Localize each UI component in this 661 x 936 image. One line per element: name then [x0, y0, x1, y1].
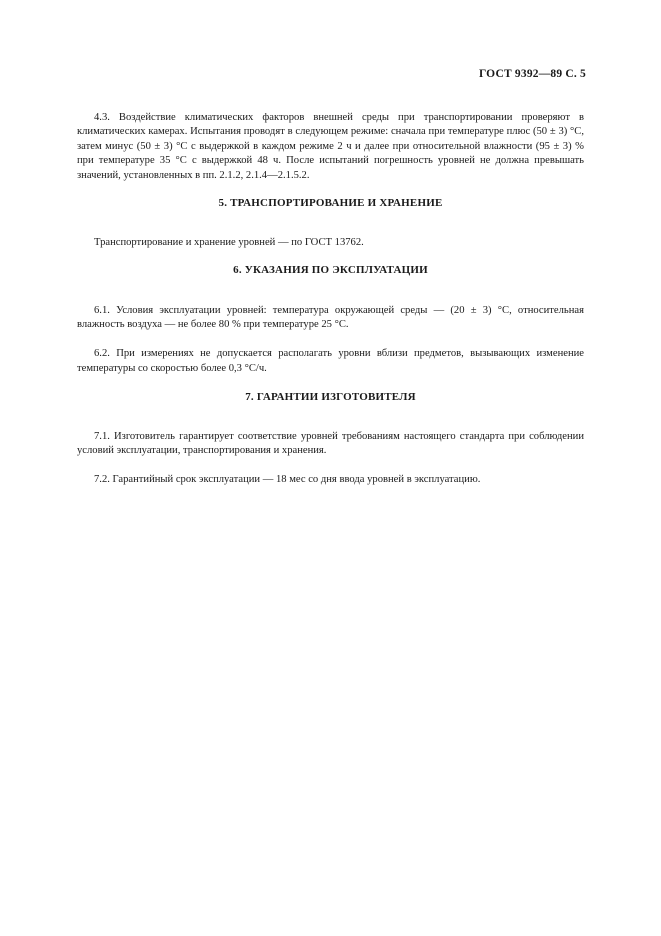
document-body	[77, 96, 584, 488]
paragraph-7-2	[77, 459, 584, 488]
page-header-reference: ГОСТ 9392—89 С. 5	[478, 68, 586, 80]
section-heading-7: 7. ГАРАНТИИ ИЗГОТОВИТЕЛЯ	[245, 390, 416, 403]
paragraph-7-2-text: 7.2. Гарантийный срок эксплуатации — 18 мес со дня ввода уровней в эксплуатацию.	[94, 474, 481, 486]
paragraph-4-3	[77, 96, 584, 184]
paragraph-5-text: Транспортирование и хранение уровней — по ГОСТ 13762.	[94, 236, 364, 248]
section-heading-6: 6. УКАЗАНИЯ ПО ЭКСПЛУАТАЦИИ	[233, 264, 428, 277]
paragraph-7-1-text: 7.1. Изготовитель гарантирует соответствие уровней требованиям настоящего стандарта при соблюдении условий эксплуатации, транспортирования и хранения.	[77, 430, 584, 457]
section-heading-5: 5. ТРАНСПОРТИРОВАНИЕ И ХРАНЕНИЕ	[218, 196, 443, 209]
paragraph-6-2	[77, 333, 584, 377]
paragraph-4-3-text: 4.3. Воздействие климатических факторов внешней среды при транспортировании проверяют в климатических камерах. Испытания проводят в следующем режиме: сначала при температуре плюс (50 ± 3) °С, затем минус (50 ± 3) °С с выдержкой в каждом режиме 2 ч и далее при относительной влажности (95 ± 3) % при температуре 35 °С с выдержкой 48 ч. После испытаний погрешность уровней не должна превышать значений, установленных в пп. 2.1.2, 2.1.4—2.1.5.2.	[77, 111, 584, 181]
paragraph-6-1-text: 6.1. Условия эксплуатации уровней: температура окружающей среды — (20 ± 3) °С, относительная влажность воздуха — не более 80 % при температуре 25 °С.	[77, 304, 584, 331]
paragraph-5	[77, 221, 584, 250]
paragraph-6-1	[77, 289, 584, 333]
paragraph-6-2-text: 6.2. При измерениях не допускается располагать уровни вблизи предметов, вызывающих изменение температуры со скоростью более 0,3 °С/ч.	[77, 348, 584, 374]
paragraph-7-1	[77, 415, 584, 459]
